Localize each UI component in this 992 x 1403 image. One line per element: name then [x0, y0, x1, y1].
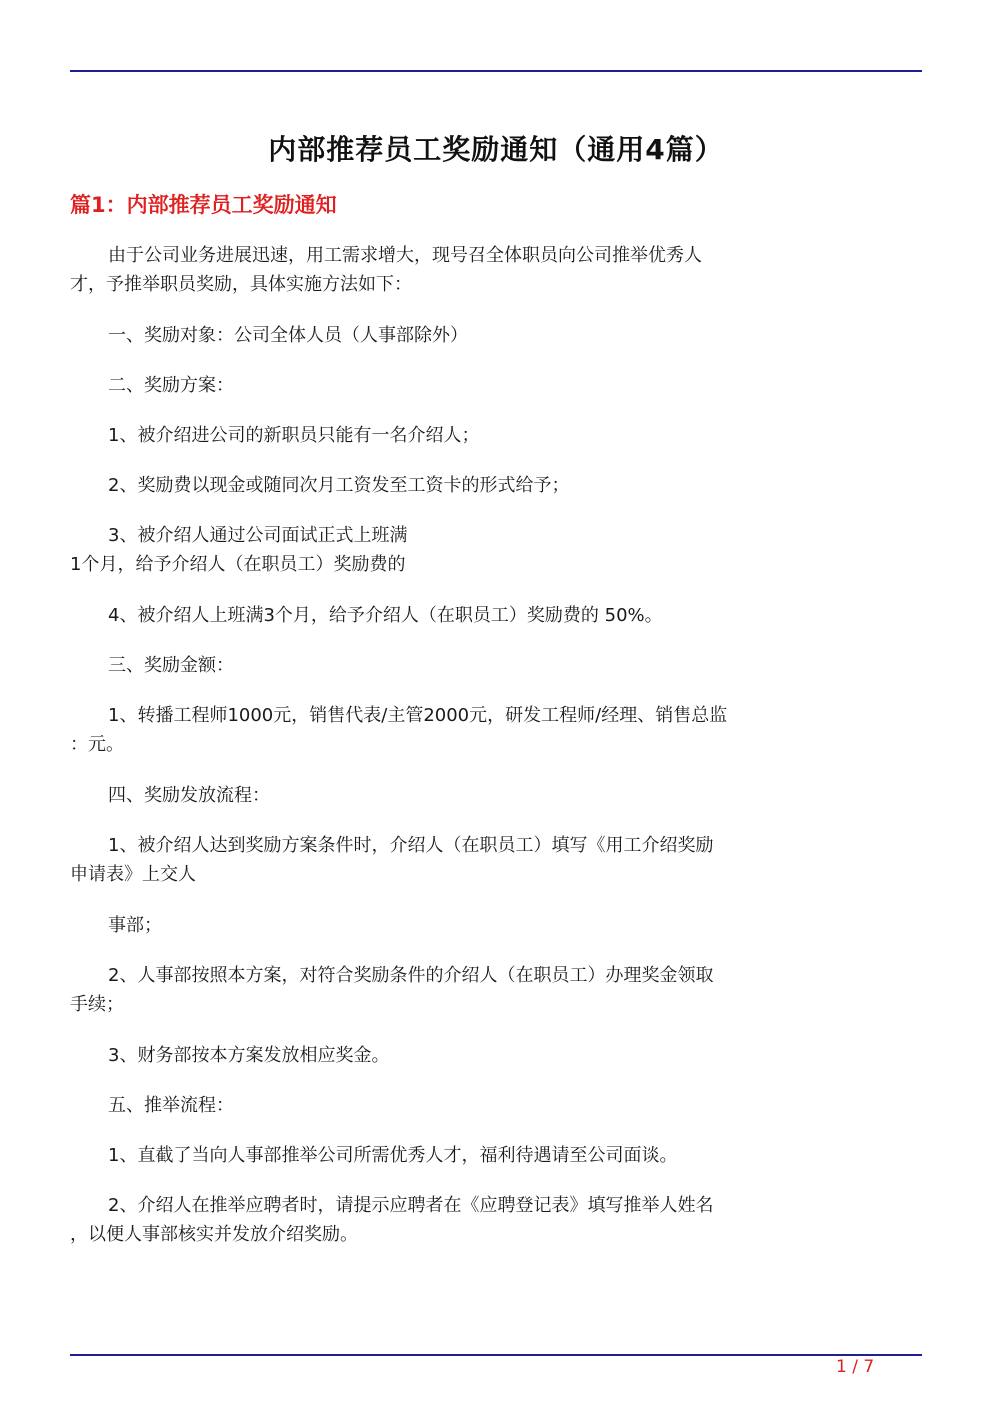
paragraph-line: 申请表》上交人	[70, 864, 196, 885]
paragraph	[70, 1091, 790, 1120]
paragraph	[70, 321, 790, 350]
paragraph-line: 事部；	[108, 915, 162, 936]
document-title: 内部推荐员工奖励通知（通用4篇）	[268, 133, 724, 166]
footer-rule	[70, 1354, 922, 1356]
paragraph	[70, 651, 790, 680]
paragraph-line: 手续；	[70, 994, 124, 1015]
paragraph-line: 2、人事部按照本方案，对符合奖励条件的介绍人（在职员工）办理奖金领取	[108, 965, 714, 986]
paragraph-line: 由于公司业务进展迅速，用工需求增大，现号召全体职员向公司推举优秀人	[108, 245, 702, 266]
paragraph-line: 2、奖励费以现金或随同次月工资发至工资卡的形式给予；	[108, 475, 570, 496]
paragraph	[70, 961, 790, 1019]
paragraph	[70, 1191, 790, 1249]
paragraph-line: 二、奖励方案：	[108, 375, 234, 396]
paragraph-line: 四、奖励发放流程：	[108, 785, 270, 806]
paragraph-line: 才，予推举职员奖励，具体实施方法如下：	[70, 274, 412, 295]
paragraph-line: 1、被介绍人达到奖励方案条件时，介绍人（在职员工）填写《用工介绍奖励	[108, 835, 714, 856]
paragraph	[70, 1141, 790, 1170]
paragraph	[70, 521, 790, 579]
paragraph-line: 3、财务部按本方案发放相应奖金。	[108, 1045, 390, 1066]
paragraph	[70, 1041, 790, 1070]
paragraph-line: 一、奖励对象：公司全体人员（人事部除外）	[108, 325, 468, 346]
header-rule	[70, 70, 922, 72]
paragraph-line: ，以便人事部核实并发放介绍奖励。	[70, 1224, 358, 1245]
paragraph-line: 1、直截了当向人事部推举公司所需优秀人才，福利待遇请至公司面谈。	[108, 1145, 678, 1166]
paragraph-line: 1、转播工程师1000元，销售代表/主管2000元，研发工程师/经理、销售总监	[108, 705, 728, 726]
paragraph	[70, 471, 790, 500]
paragraph-line: 五、推举流程：	[108, 1095, 234, 1116]
paragraph	[70, 911, 790, 940]
page-number: 1 / 7	[836, 1357, 875, 1377]
paragraph	[70, 781, 790, 810]
paragraph-line: 4、被介绍人上班满3个月，给予介绍人（在职员工）奖励费的 50%。	[108, 605, 663, 626]
paragraph-line: 三、奖励金额：	[108, 655, 234, 676]
paragraph	[70, 421, 790, 450]
paragraph	[70, 241, 790, 299]
paragraph-line: 3、被介绍人通过公司面试正式上班满	[108, 525, 408, 546]
paragraph-line: 1、被介绍进公司的新职员只能有一名介绍人；	[108, 425, 480, 446]
section-heading: 篇1：内部推荐员工奖励通知	[70, 193, 337, 217]
paragraph	[70, 701, 790, 759]
paragraph	[70, 831, 790, 889]
paragraph-line: ：元。	[70, 734, 124, 755]
paragraph	[70, 601, 790, 630]
paragraph-line: 2、介绍人在推举应聘者时，请提示应聘者在《应聘登记表》填写推举人姓名	[108, 1195, 714, 1216]
paragraph-line: 1个月，给予介绍人（在职员工）奖励费的	[70, 554, 406, 575]
paragraph	[70, 371, 790, 400]
